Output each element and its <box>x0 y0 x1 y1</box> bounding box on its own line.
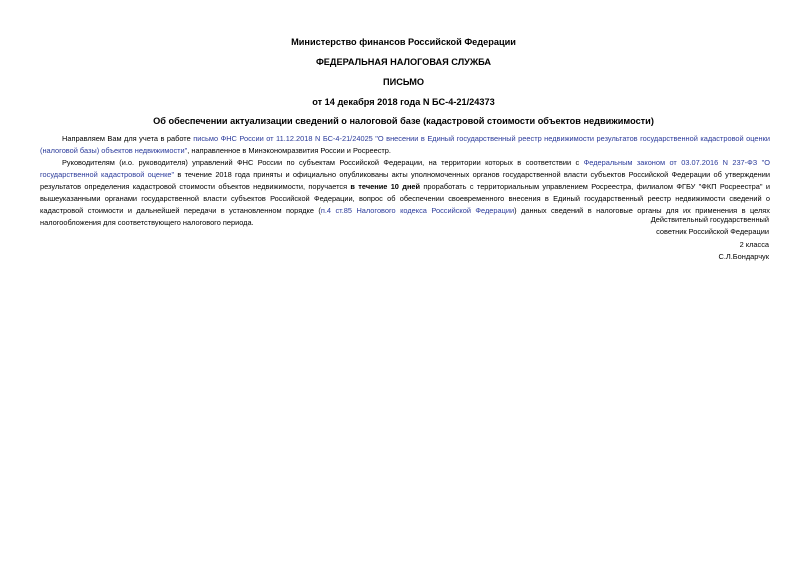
link-tax-code[interactable]: п.4 ст.85 Налогового кодекса Российской Федерации <box>320 206 515 215</box>
deadline-emphasis: в течение 10 дней <box>350 182 421 191</box>
ministry-heading: Министерство финансов Российской Федерации <box>291 37 516 47</box>
link-federal-law[interactable]: Федеральным законом от 03.07.2016 N 237-ФЗ "О государственной кадастровой оценке" <box>40 158 770 179</box>
signatory-name: С.Л.Бондарчук <box>718 252 769 262</box>
paragraph-2-text-4: ) данных сведений в налоговые органы для их применения в целях налогообложения для соответствующего налогового периода. <box>40 206 770 227</box>
signature-block <box>651 214 769 264</box>
signature-line-3: 2 класса <box>739 239 769 249</box>
paragraph-1 <box>40 133 770 157</box>
link-fns-letter[interactable]: письмо ФНС России от 11.12.2018 N БС-4-21/24025 "О внесении в Единый государственный реестр недвижимости результатов государственной кадастровой оценки (налоговой базы) объектов недвижимости" <box>40 134 770 155</box>
service-heading: ФЕДЕРАЛЬНАЯ НАЛОГОВАЯ СЛУЖБА <box>315 57 492 67</box>
document-type: ПИСЬМО <box>382 77 425 87</box>
signature-line-2: советник Российской Федерации <box>656 227 769 237</box>
paragraph-2-text-3: проработать с территориальным управлением Росреестра, филиалом ФГБУ "ФКП Росреестра" и вышеуказанными органами государственной власти субъектов Российской Федерации, вопрос об обеспечении своевременного внесения в Единый государственный реестр недвижимости сведений о кадастровой стоимости и дальнейшей передачи в установленном порядке ( <box>40 182 770 215</box>
document-subject: Об обеспечении актуализации сведений о налоговой базе (кадастровой стоимости объектов недвижимости) <box>153 116 654 126</box>
document-date-number: от 14 декабря 2018 года N БС-4-21/24373 <box>312 97 495 107</box>
signature-line-1: Действительный государственный <box>650 215 769 224</box>
paragraph-2-text-1: Руководителям (и.о. руководителя) управлений ФНС России по субъектам Российской Федерации, на территории которых в соответствии с <box>62 158 584 167</box>
paragraph-1-text-2: , направленное в Минэкономразвития России и Росреестр. <box>187 146 391 155</box>
paragraph-2-text-2: в течение 2018 года приняты и официально опубликованы акты уполномоченных органов государственной власти субъектов Российской Федерации об утверждении результатов определения кадастровой стоимости объектов недвижимости, поручается <box>40 170 770 191</box>
paragraph-1-text-1: Направляем Вам для учета в работе <box>62 134 194 143</box>
